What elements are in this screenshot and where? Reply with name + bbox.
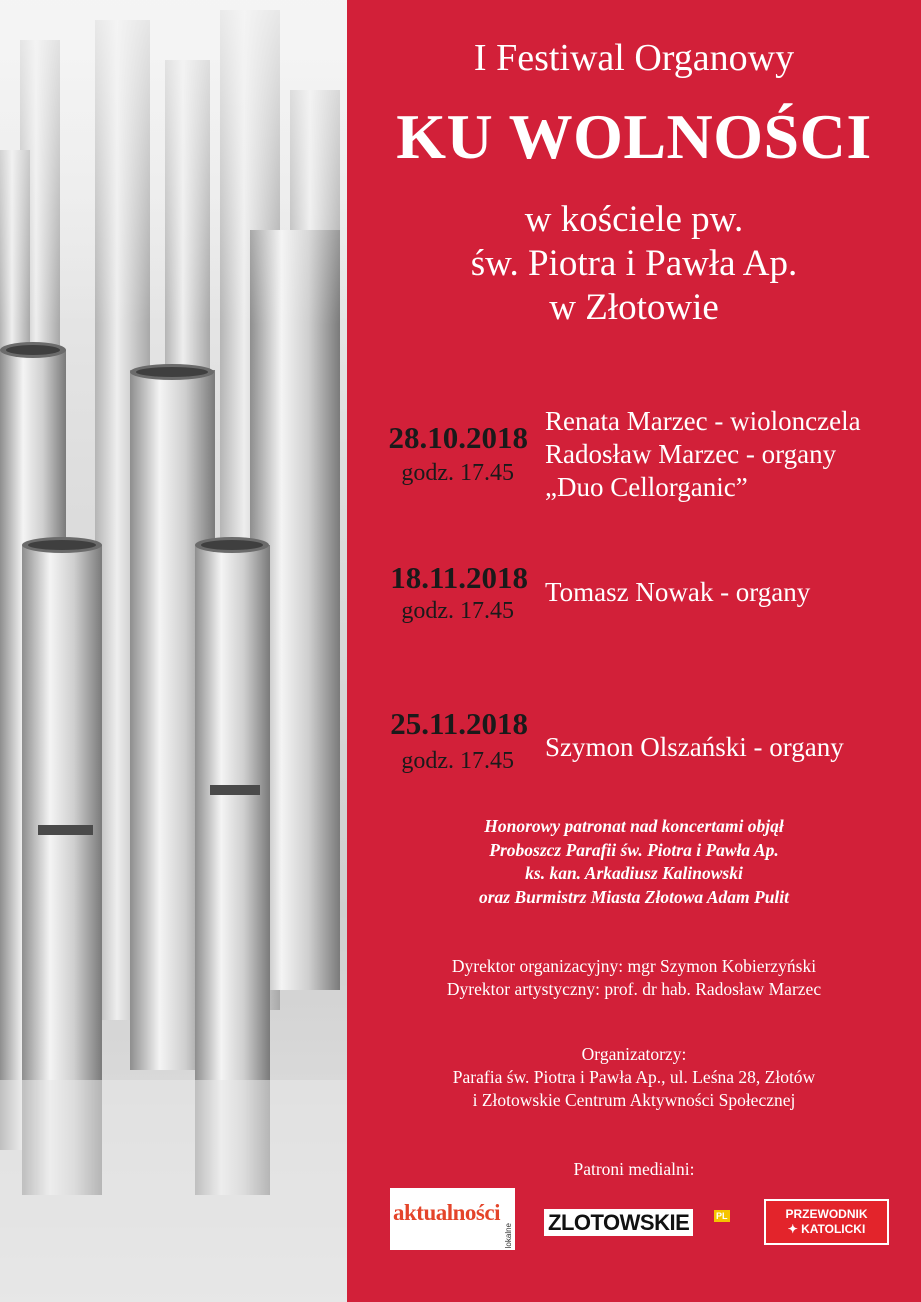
concert-date: 25.11.2018 [390,706,528,741]
concert-performers [545,576,810,609]
organizers [347,1043,921,1112]
performer-line: Radosław Marzec - organy [545,439,837,469]
zlotowskie-logo-text: ZLOTOWSKIE [544,1209,693,1236]
organizers-line: i Złotowskie Centrum Aktywności Społecznej [472,1090,796,1110]
venue-line: św. Piotra i Pawła Ap. [470,243,798,284]
patronage-line: oraz Burmistrz Miasta Złotowa Adam Pulit [478,886,790,907]
performer-line: Tomasz Nowak - organy [545,577,811,607]
concert-performers [545,731,844,764]
patronage-line: Honorowy patronat nad koncertami objął [484,816,784,836]
performer-line: Renata Marzec - wiolonczela [545,406,861,436]
organ-pipes-illustration [0,0,347,1302]
concert-date: 18.11.2018 [390,560,528,595]
patronage-line: ks. kan. Arkadiusz Kalinowski [525,863,743,883]
festival-title: KU WOLNOŚCI [396,101,872,172]
honorary-patronage [347,815,921,909]
przewodnik-logo-line2: ✦ KATOLICKI [787,1222,866,1236]
organizers-line: Organizatorzy: [581,1044,687,1064]
venue [347,198,921,330]
performer-line: Szymon Olszański - organy [545,732,844,762]
concert-performers [545,405,861,504]
media-patrons-label: Patroni medialni: [573,1159,695,1179]
przewodnik-logo-line1: PRZEWODNIK [785,1207,868,1221]
aktualnosci-logo [390,1188,515,1250]
zlotowskie-logo [544,1207,734,1237]
concert-time: godz. 17.45 [401,598,514,624]
directors [347,955,921,1001]
concert-date: 28.10.2018 [388,420,528,455]
patronage-line: Proboszcz Parafii św. Piotra i Pawła Ap. [489,839,779,860]
concert-time: godz. 17.45 [401,460,514,486]
aktualnosci-logo-text: aktualności [393,1200,500,1225]
concert-time: godz. 17.45 [401,748,514,774]
poster-panel [347,0,921,1302]
organizers-line: Parafia św. Piotra i Pawła Ap., ul. Leśna 28, Złotów [452,1067,816,1087]
organ-pipes-photo [0,0,347,1302]
aktualnosci-logo-sub: lokalne [504,1222,513,1248]
przewodnik-katolicki-logo [764,1199,889,1245]
venue-line: w kościele pw. [524,199,744,240]
director-line: Dyrektor organizacyjny: mgr Szymon Kobierzyński [451,956,817,976]
zlotowskie-logo-pl: PL [716,1211,728,1221]
venue-line: w Złotowie [549,287,719,328]
performer-line: „Duo Cellorganic” [545,472,748,502]
festival-name: I Festiwal Organowy [473,37,795,79]
director-line: Dyrektor artystyczny: prof. dr hab. Radosław Marzec [446,979,822,999]
